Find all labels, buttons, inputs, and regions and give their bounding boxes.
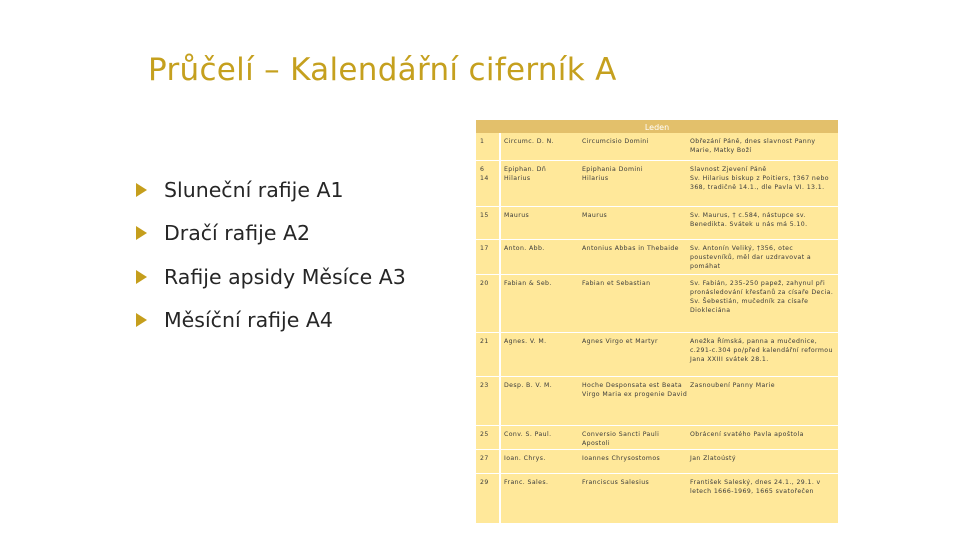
- calendar-rows: [476, 133, 838, 523]
- bullet-text: Rafije apsidy Měsíce A3: [164, 264, 406, 289]
- calendar-latin-cell: Maurus: [582, 212, 608, 219]
- calendar-latin-cell: Conversio Sancti Pauli Apostoli: [582, 431, 660, 447]
- calendar-czech-cell: Obrácení svatého Pavla apoštola: [690, 431, 804, 438]
- calendar-row: [476, 474, 838, 523]
- calendar-day-cell: 15: [480, 212, 489, 219]
- calendar-row: [476, 133, 838, 161]
- calendar-day-cell: 29: [480, 479, 489, 486]
- calendar-header: Leden: [476, 120, 838, 133]
- calendar-latin-cell: Antonius Abbas in Thebaide: [582, 245, 679, 252]
- calendar-latin-cell: Fabian et Sebastian: [582, 280, 651, 287]
- calendar-abbr-cell: Anton. Abb.: [504, 245, 545, 252]
- bullet-item: [136, 168, 406, 212]
- calendar-latin-cell: Hoche Desponsata est Beata Virgo Maria ex progenie David: [582, 382, 688, 398]
- calendar-day-cell: 20: [480, 280, 489, 287]
- bullet-arrow-icon: [136, 313, 147, 327]
- calendar-czech-cell: Anežka Římská, panna a mučednice, c.291-c.304 po/před kalendářní reformou Jana XXIII svátek 28.1.: [690, 338, 833, 363]
- calendar-czech-cell: Sv. Fabián, 235-250 papež, zahynul při pronásledování křesťanů za císaře Decia. Sv. Šebestián, mučedník za císaře Diokleciána: [690, 280, 834, 314]
- calendar-row: [476, 450, 838, 474]
- calendar-latin-cell: Franciscus Salesius: [582, 479, 650, 486]
- calendar-abbr-cell: Franc. Sales.: [504, 479, 549, 486]
- calendar-row: [476, 161, 838, 207]
- calendar-row: [476, 275, 838, 333]
- calendar-day-cell: 21: [480, 338, 489, 345]
- calendar-abbr-cell: Fabian & Seb.: [504, 280, 552, 287]
- calendar-latin-cell: Circumcisio Domini: [582, 138, 649, 145]
- bullet-text: Dračí rafije A2: [164, 221, 311, 246]
- calendar-table: [476, 120, 838, 523]
- calendar-czech-cell: Obřezání Páně, dnes slavnost Panny Marie, Matky Boží: [690, 138, 816, 154]
- calendar-day-cell: 27: [480, 455, 489, 462]
- calendar-czech-cell: Zasnoubení Panny Marie: [690, 382, 775, 389]
- calendar-czech-cell: Sv. Maurus, † c.584, nástupce sv. Benedikta. Svátek u nás má 5.10.: [690, 212, 808, 228]
- bullet-list: [136, 168, 406, 342]
- calendar-day-cell: 23: [480, 382, 489, 389]
- calendar-abbr-cell: Ioan. Chrys.: [504, 455, 546, 462]
- calendar-row: [476, 377, 838, 426]
- calendar-czech-cell: Jan Zlatoústý: [690, 455, 736, 462]
- calendar-abbr-cell: Desp. B. V. M.: [504, 382, 553, 389]
- calendar-abbr-cell: Epiphan. Dň Hilarius: [504, 166, 547, 182]
- calendar-day-cell: 17: [480, 245, 489, 252]
- bullet-text: Sluneční rafije A1: [164, 177, 344, 202]
- bullet-item: [136, 255, 406, 299]
- calendar-day-cell: 1: [480, 138, 485, 145]
- bullet-arrow-icon: [136, 226, 147, 240]
- calendar-row: [476, 333, 838, 377]
- calendar-abbr-cell: Agnes. V. M.: [504, 338, 547, 345]
- bullet-text: Měsíční rafije A4: [164, 308, 333, 333]
- calendar-abbr-cell: Circumc. D. N.: [504, 138, 555, 145]
- calendar-czech-cell: Slavnost Zjevení Páně Sv. Hilarius biskup z Poitiers, †367 nebo 368, tradičně 14.1., dle Pavla VI. 13.1.: [690, 166, 829, 191]
- calendar-abbr-cell: Maurus: [504, 212, 530, 219]
- calendar-day-cell: 25: [480, 431, 489, 438]
- calendar-row: [476, 426, 838, 450]
- calendar-latin-cell: Agnes Virgo et Martyr: [582, 338, 658, 345]
- calendar-abbr-cell: Conv. S. Paul.: [504, 431, 552, 438]
- calendar-latin-cell: Epiphania Domini Hilarius: [582, 166, 643, 182]
- bullet-item: [136, 212, 406, 256]
- calendar-row: [476, 207, 838, 240]
- calendar-row: [476, 240, 838, 275]
- calendar-latin-cell: Ioannes Chrysostomos: [582, 455, 661, 462]
- bullet-arrow-icon: [136, 270, 147, 284]
- calendar-day-cell: 6 14: [480, 166, 489, 182]
- slide-title: Průčelí – Kalendářní ciferník A: [148, 52, 617, 88]
- calendar-czech-cell: Sv. Antonín Veliký, †356, otec poustevníků, měl dar uzdravovat a pomáhat: [690, 245, 812, 270]
- bullet-arrow-icon: [136, 183, 147, 197]
- bullet-item: [136, 299, 406, 343]
- calendar-czech-cell: František Saleský, dnes 24.1., 29.1. v letech 1666-1969, 1665 svatořečen: [690, 479, 821, 495]
